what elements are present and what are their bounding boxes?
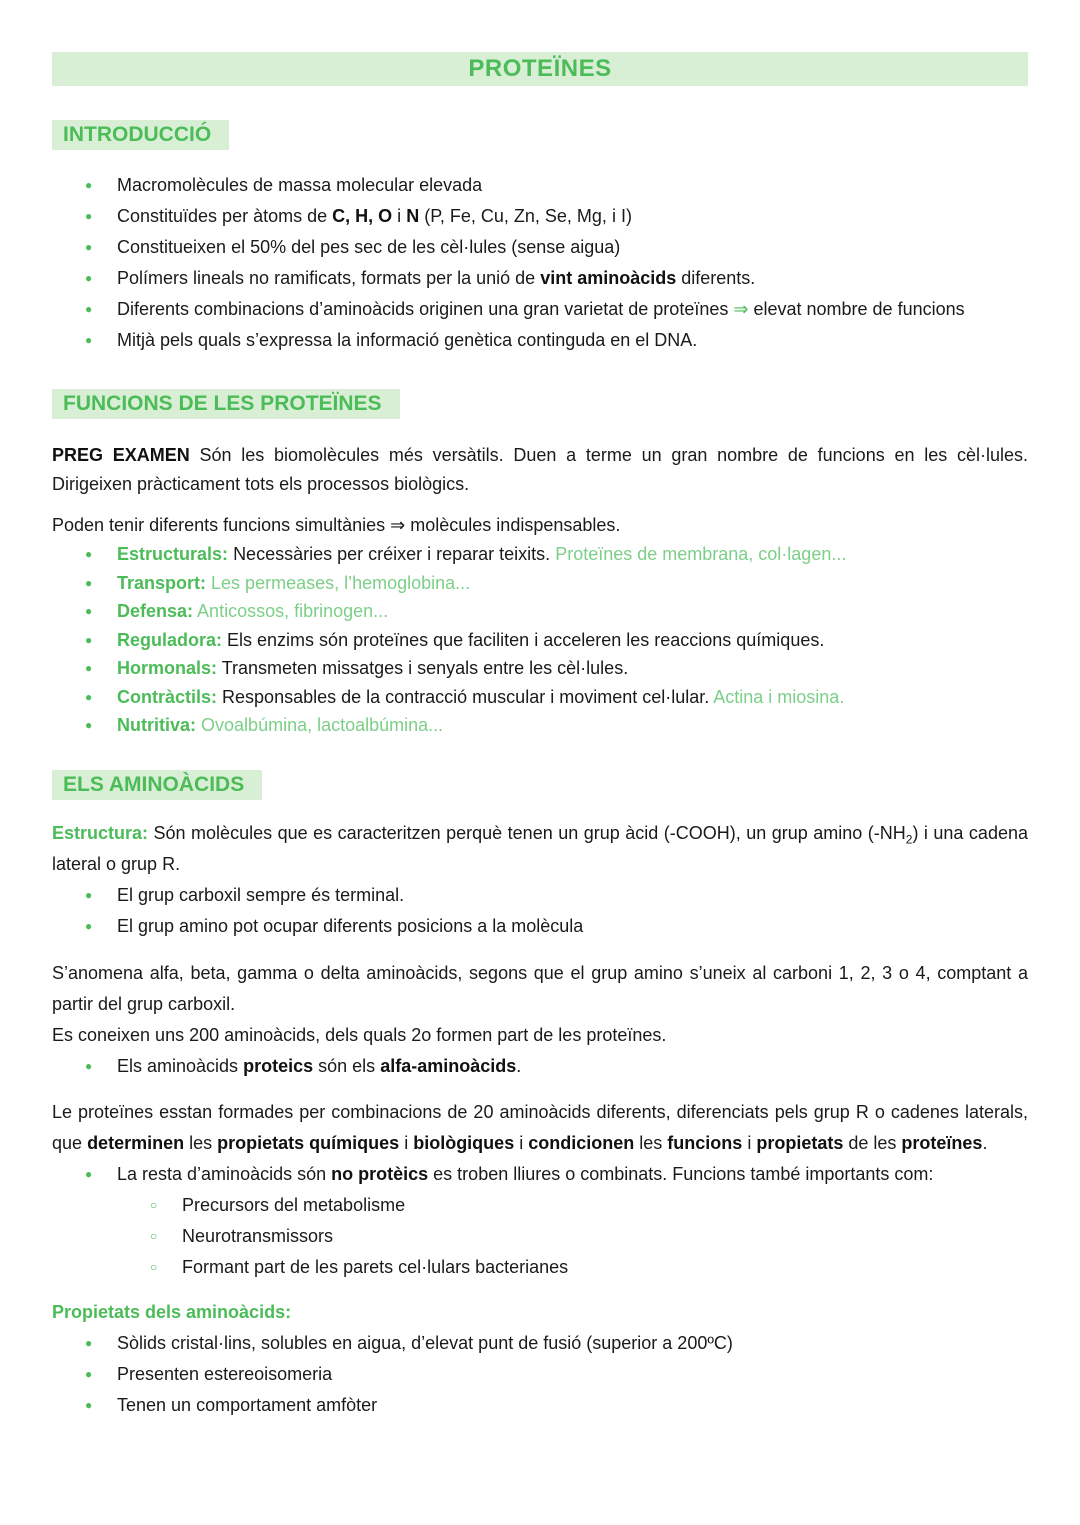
- list-item: ● El grup carboxil sempre és terminal.: [52, 880, 1028, 911]
- page-title: PROTEÏNES: [52, 52, 1028, 86]
- list-item: ● Diferents combinacions d’aminoàcids originen una gran varietat de proteïnes ⇒ elevat nombre de funcions: [52, 294, 1028, 325]
- proteics-list: [52, 1051, 1028, 1082]
- list-item: ● Polímers lineals no ramificats, formats per la unió de vint aminoàcids diferents.: [52, 263, 1028, 294]
- section-heading-introduccio: INTRODUCCIÓ: [52, 120, 229, 150]
- funcions-list: [52, 540, 1028, 740]
- arrow-icon: ⇒: [733, 299, 749, 319]
- intro-list: [52, 170, 1028, 356]
- list-item: ● Hormonals: Transmeten missatges i senyals entre les cèl·lules.: [52, 654, 1028, 683]
- list-item: ● Transport: Les permeases, l’hemoglobina...: [52, 569, 1028, 598]
- list-item: ● Tenen un comportament amfòter: [52, 1390, 1028, 1421]
- list-item: ● El grup amino pot ocupar diferents posicions a la molècula: [52, 911, 1028, 942]
- propietats-heading: Propietats dels aminoàcids:: [52, 1301, 292, 1322]
- section-heading-aminoacids: ELS AMINOÀCIDS: [52, 770, 262, 800]
- list-item: ● Constitueixen el 50% del pes sec de les cèl·lules (sense aigua): [52, 232, 1028, 263]
- coneixen-paragraph: Es coneixen uns 200 aminoàcids, dels quals 2o formen part de les proteïnes.: [52, 1024, 667, 1045]
- estructura-list: [52, 880, 1028, 942]
- formades-paragraph: Le proteïnes esstan formades per combinacions de 20 aminoàcids diferents, diferenciats pels grup R o cadenes laterals, que determinen les propietats químiques i biològiques i condicionen les funcions i propietats de les proteïnes.: [52, 1101, 1028, 1153]
- anomena-paragraph: S’anomena alfa, beta, gamma o delta aminoàcids, segons que el grup amino s’uneix al carboni 1, 2, 3 o 4, comptant a partir del grup carboxil.: [52, 962, 1028, 1014]
- section-heading-funcions: FUNCIONS DE LES PROTEÏNES: [52, 389, 400, 419]
- list-item: ● Mitjà pels quals s’expressa la informació genètica continguda en el DNA.: [52, 325, 1028, 356]
- list-item: ● Reguladora: Els enzims són proteïnes que faciliten i acceleren les reaccions químiques.: [52, 626, 1028, 655]
- list-item: ● Nutritiva: Ovoalbúmina, lactoalbúmina...: [52, 711, 1028, 740]
- sublist-item: ○ Neurotransmissors: [52, 1221, 1028, 1252]
- estructura-paragraph: Estructura: Són molècules que es caracteritzen perquè tenen un grup àcid (-COOH), un grup amino $(-NH_2)$ i una cadena lateral o grup R.: [52, 822, 1028, 874]
- sublist-item: ○ Formant part de les parets cel·lulars bacterianes: [52, 1252, 1028, 1283]
- list-item: ● Els aminoàcids proteics són els alfa-aminoàcids.: [52, 1051, 1028, 1082]
- list-item: ● Presenten estereoisomeria: [52, 1359, 1028, 1390]
- resta-list: [52, 1159, 1028, 1283]
- functions-sublist: [52, 1190, 1028, 1283]
- list-item: ● Defensa: Anticossos, fibrinogen...: [52, 597, 1028, 626]
- list-item: ● Estructurals: Necessàries per créixer i reparar teixits. Proteïnes de membrana, col·lagen...: [52, 540, 1028, 569]
- list-item: ● Sòlids cristal·lins, solubles en aigua, d’elevat punt de fusió (superior a 200ºC): [52, 1328, 1028, 1359]
- list-item: ● La resta d’aminoàcids són no protèics es troben lliures o combinats. Funcions també importants com: ○ Precursors del metabolisme ○ Neurotransmissors ○ Formant part de les parets cel·lulars bacterianes: [52, 1159, 1028, 1283]
- propietats-list: [52, 1328, 1028, 1421]
- funcions-simultanies: Poden tenir diferents funcions simultànies ⇒ molècules indispensables.: [52, 515, 621, 535]
- funcions-intro-paragraph: PREG EXAMEN Són les biomolècules més versàtils. Duen a terme un gran nombre de funcions en les cèl·lules. Dirigeixen pràcticament tots els processos biològics.: [52, 445, 1028, 494]
- sublist-item: ○ Precursors del metabolisme: [52, 1190, 1028, 1221]
- list-item: ● Contràctils: Responsables de la contracció muscular i moviment cel·lular. Actina i miosina.: [52, 683, 1028, 712]
- list-item: ● Constituïdes per àtoms de C, H, O i N (P, Fe, Cu, Zn, Se, Mg, i I): [52, 201, 1028, 232]
- document-page: [52, 52, 1028, 1421]
- list-item: ● Macromolècules de massa molecular elevada: [52, 170, 1028, 201]
